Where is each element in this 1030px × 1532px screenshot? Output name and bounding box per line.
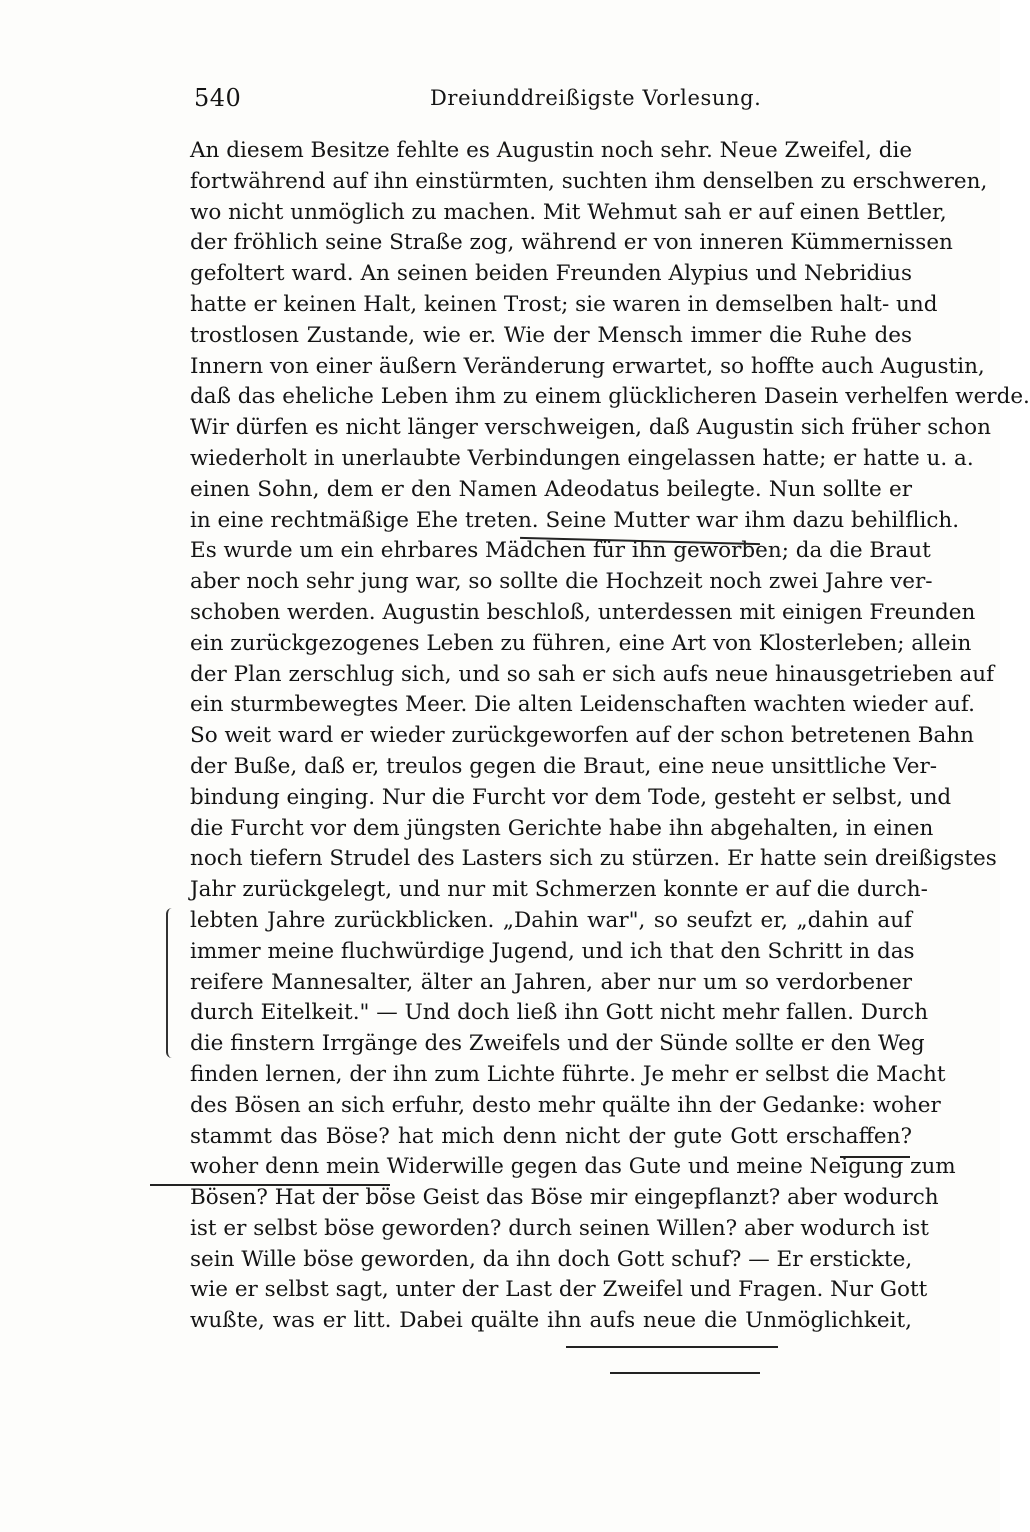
- running-head: Dreiunddreißigste Vorlesung.: [430, 86, 762, 110]
- text-line: hatte er keinen Halt, keinen Trost; sie waren in demselben halt- und: [190, 291, 938, 317]
- text-line: Wir dürfen es nicht länger verschweigen, daß Augustin sich früher schon: [190, 415, 991, 441]
- text-line: ein sturmbewegtes Meer. Die alten Leidenschaften wachten wieder auf.: [190, 692, 975, 718]
- margin-bracket-mark: [166, 908, 182, 1058]
- text-line: wo nicht unmöglich zu machen. Mit Wehmut sah er auf einen Bettler,: [190, 199, 947, 225]
- text-line: der Plan zerschlug sich, und so sah er sich aufs neue hinausgetrieben auf: [190, 661, 995, 687]
- text-line: Jahr zurückgelegt, und nur mit Schmerzen konnte er auf die durch-: [190, 877, 928, 903]
- handwritten-underline: [840, 1156, 910, 1158]
- text-line: wie er selbst sagt, unter der Last der Zweifel und Fragen. Nur Gott: [190, 1277, 928, 1303]
- text-line: daß das eheliche Leben ihm zu einem glücklicheren Dasein verhelfen werde.: [190, 384, 1030, 410]
- text-line: durch Eitelkeit." — Und doch ließ ihn Gott nicht mehr fallen. Durch: [190, 1000, 929, 1026]
- text-line: wußte, was er litt. Dabei quälte ihn aufs neue die Unmöglichkeit,: [190, 1308, 912, 1334]
- text-line: die Furcht vor dem jüngsten Gerichte habe ihn abgehalten, in einen: [190, 815, 934, 841]
- text-line: woher denn mein Widerwille gegen das Gute und meine Neigung zum: [190, 1154, 956, 1180]
- text-line: reifere Mannesalter, älter an Jahren, aber nur um so verdorbener: [190, 969, 912, 995]
- handwritten-underline: [150, 1184, 390, 1186]
- text-line: die finstern Irrgänge des Zweifels und der Sünde sollte er den Weg: [190, 1031, 925, 1057]
- text-line: lebten Jahre zurückblicken. „Dahin war", so seufzt er, „dahin auf: [190, 907, 912, 933]
- text-line: in eine rechtmäßige Ehe treten. Seine Mutter war ihm dazu behilflich.: [190, 507, 960, 533]
- text-line: Bösen? Hat der böse Geist das Böse mir eingepflanzt? aber wodurch: [190, 1185, 939, 1211]
- text-line: Innern von einer äußern Veränderung erwartet, so hoffte auch Augustin,: [190, 353, 985, 379]
- page-header: [190, 84, 910, 118]
- text-line: bindung einging. Nur die Furcht vor dem Tode, gesteht er selbst, und: [190, 784, 952, 810]
- handwritten-underline: [610, 1372, 760, 1374]
- text-line: noch tiefern Strudel des Lasters sich zu stürzen. Er hatte sein dreißigstes: [190, 846, 997, 872]
- text-line: An diesem Besitze fehlte es Augustin noch sehr. Neue Zweifel, die: [190, 138, 913, 163]
- text-line: ist er selbst böse geworden? durch seinen Willen? aber wodurch ist: [190, 1215, 929, 1241]
- text-line: finden lernen, der ihn zum Lichte führte. Je mehr er selbst die Macht: [190, 1061, 946, 1087]
- text-line: Es wurde um ein ehrbares Mädchen für ihn geworben; da die Braut: [190, 538, 931, 564]
- text-line: ein zurückgezogenes Leben zu führen, eine Art von Klosterleben; allein: [190, 630, 972, 656]
- text-line: So weit ward er wieder zurückgeworfen auf der schon betretenen Bahn: [190, 723, 975, 749]
- page-number: 540: [194, 84, 242, 112]
- text-line: der Buße, daß er, treulos gegen die Braut, eine neue unsittliche Ver-: [190, 753, 938, 779]
- text-line: fortwährend auf ihn einstürmten, suchten ihm denselben zu erschweren,: [190, 168, 988, 194]
- handwritten-underline: [566, 1346, 778, 1348]
- text-line: aber noch sehr jung war, so sollte die Hochzeit noch zwei Jahre ver-: [190, 569, 933, 595]
- text-line: trostlosen Zustande, wie er. Wie der Mensch immer die Ruhe des: [190, 322, 912, 348]
- text-line: wiederholt in unerlaubte Verbindungen eingelassen hatte; er hatte u. a.: [190, 445, 974, 471]
- text-line: einen Sohn, dem er den Namen Adeodatus beilegte. Nun sollte er: [190, 476, 912, 502]
- body-text: [190, 136, 1030, 1337]
- text-line: sein Wille böse geworden, da ihn doch Gott schuf? — Er erstickte,: [190, 1246, 913, 1272]
- text-line: des Bösen an sich erfuhr, desto mehr quälte ihn der Gedanke: woher: [190, 1092, 941, 1118]
- text-line: immer meine fluchwürdige Jugend, und ich that den Schritt in das: [190, 938, 915, 964]
- text-line: stammt das Böse? hat mich denn nicht der gute Gott erschaffen?: [190, 1123, 912, 1149]
- text-line: schoben werden. Augustin beschloß, unterdessen mit einigen Freunden: [190, 599, 976, 625]
- text-line: der fröhlich seine Straße zog, während er von inneren Kümmernissen: [190, 230, 953, 256]
- text-line: gefoltert ward. An seinen beiden Freunden Alypius und Nebridius: [190, 261, 912, 287]
